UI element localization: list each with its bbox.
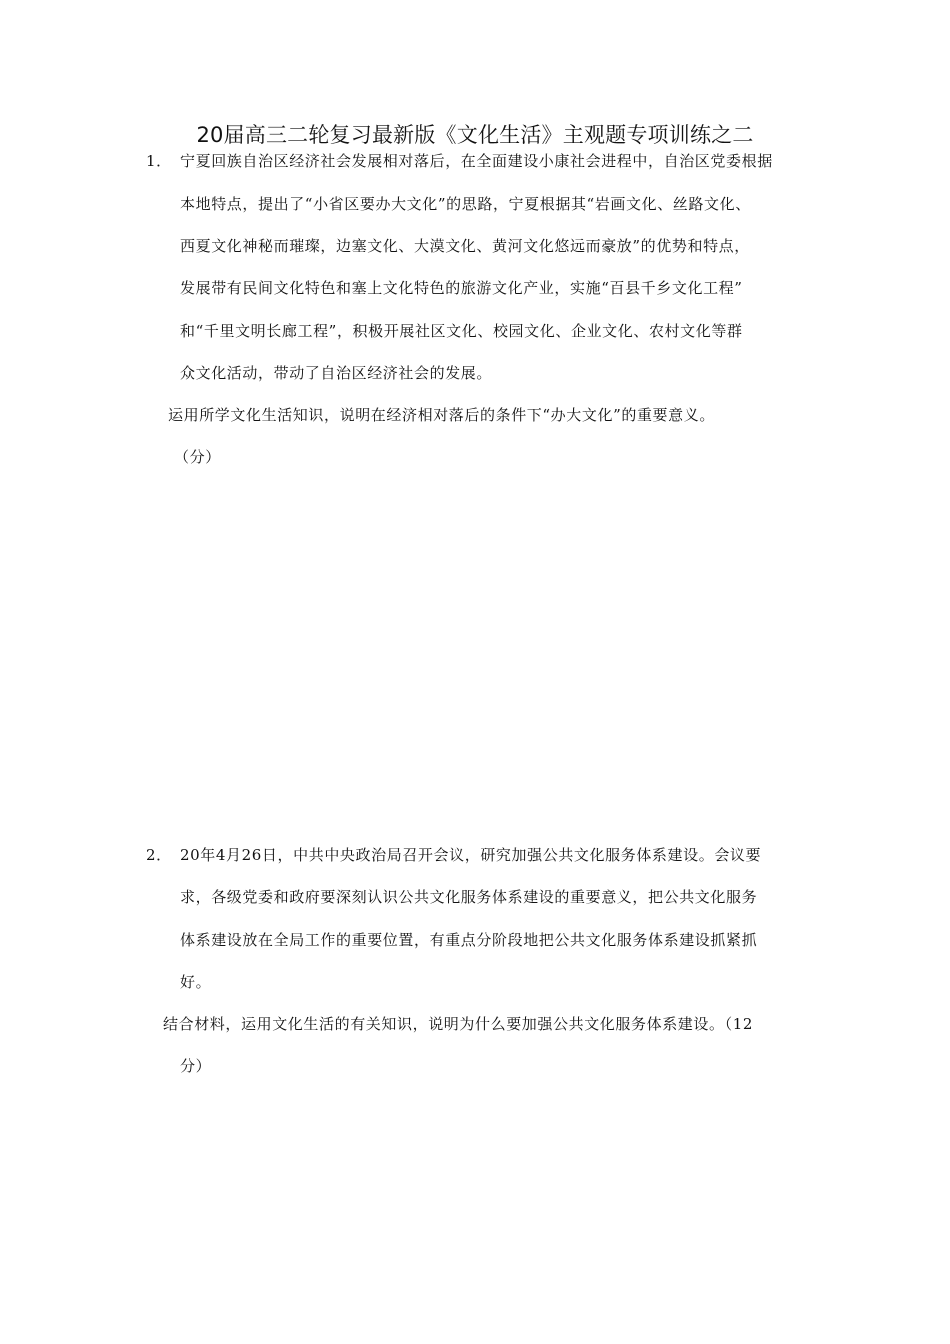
document-title: 20届高三二轮复习最新版《文化生活》主观题专项训练之二 — [196, 123, 754, 147]
question-2-prompt-line: 结合材料，运用文化生活的有关知识，说明为什么要加强公共文化服务体系建设。（12 — [163, 1015, 753, 1033]
question-1-material-line: 宁夏回族自治区经济社会发展相对落后，在全面建设小康社会进程中，自治区党委根据 — [180, 152, 773, 170]
question-2-prompt-line: 分） — [180, 1057, 212, 1075]
question-1-prompt-line: 运用所学文化生活知识，说明在经济相对落后的条件下“办大文化”的重要意义。 — [168, 406, 715, 424]
question-2-material-line: 求，各级党委和政府要深刻认识公共文化服务体系建设的重要意义，把公共文化服务 — [180, 888, 758, 906]
question-1-prompt-line: （分） — [174, 448, 221, 466]
question-2-material-line: 20年4月26日，中共中央政治局召开会议，研究加强公共文化服务体系建设。会议要 — [180, 846, 762, 864]
question-2-material-line: 体系建设放在全局工作的重要位置，有重点分阶段地把公共文化服务体系建设抓紧抓 — [180, 931, 758, 949]
question-1-material-line: 和“千里文明长廊工程”，积极开展社区文化、校园文化、企业文化、农村文化等群 — [180, 322, 743, 340]
question-2-first-line — [146, 844, 761, 866]
question-1-number: 1． — [146, 152, 172, 170]
question-1-first-line — [146, 150, 773, 172]
question-1-material-line: 本地特点，提出了“小省区要办大文化”的思路，宁夏根据其“岩画文化、丝路文化、 — [180, 195, 751, 213]
question-2-number: 2． — [146, 846, 172, 864]
question-1-material-line: 西夏文化神秘而璀璨，边塞文化、大漠文化、黄河文化悠远而豪放”的优势和特点， — [180, 237, 750, 255]
question-2-material-line: 好。 — [180, 973, 212, 991]
question-1-material-line: 众文化活动，带动了自治区经济社会的发展。 — [180, 364, 493, 382]
question-1-material-line: 发展带有民间文化特色和塞上文化特色的旅游文化产业，实施“百县千乡文化工程” — [180, 279, 743, 297]
